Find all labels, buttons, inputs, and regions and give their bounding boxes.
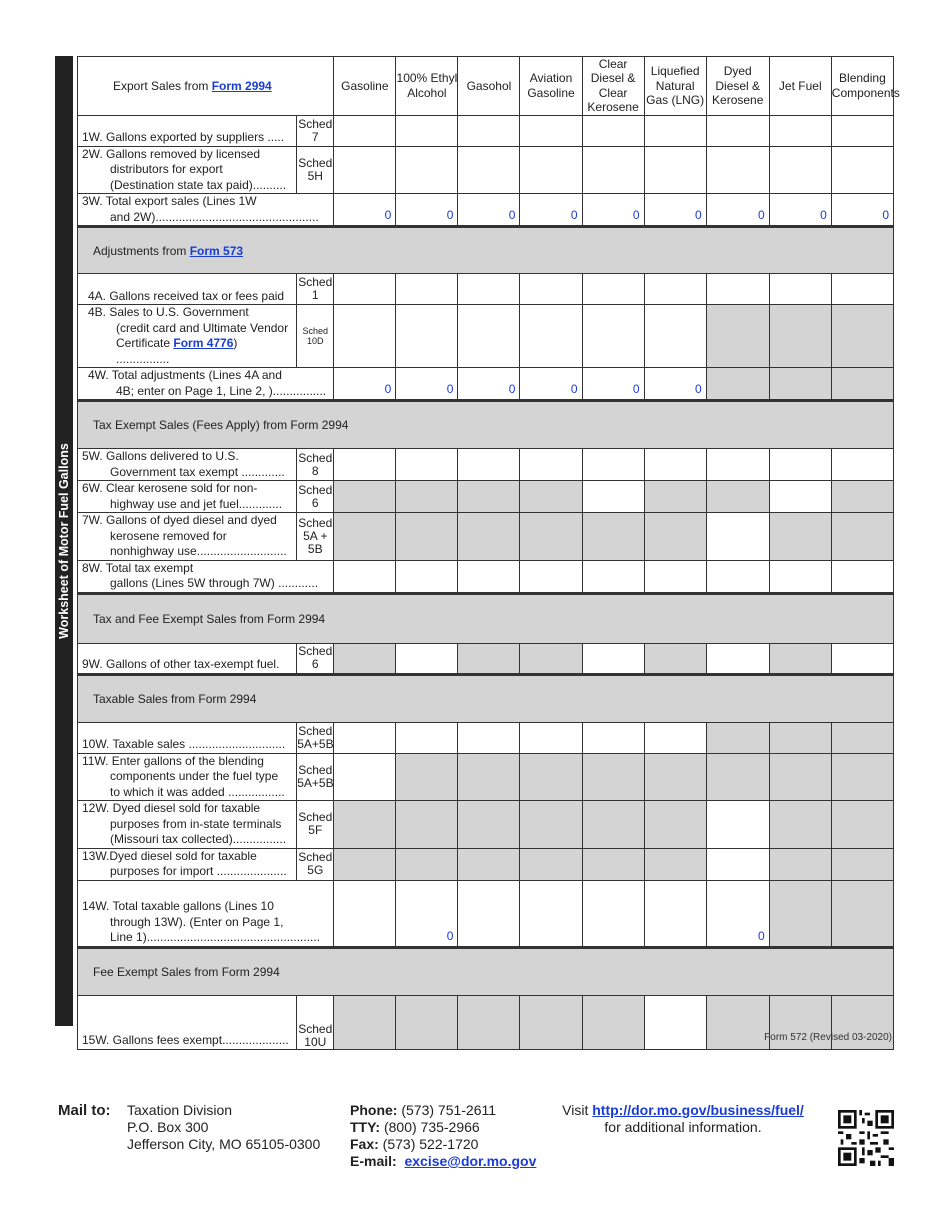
input-14w-gasohol[interactable] <box>458 880 520 947</box>
label-4w-l2: 4B; enter on Page 1, Line 2, )................ <box>116 383 327 398</box>
shaded-12w-lng <box>644 801 706 849</box>
total-4w-ethyl[interactable]: 0 <box>396 368 458 401</box>
input-8w-ethyl[interactable] <box>396 560 458 593</box>
total-4w-gasoline[interactable]: 0 <box>334 368 396 401</box>
input-14w-clear-diesel[interactable] <box>582 880 644 947</box>
total-3w-lng[interactable]: 0 <box>644 194 706 227</box>
label-11w <box>78 753 297 801</box>
input-1w-dyed[interactable] <box>706 115 769 146</box>
total-3w-blending[interactable]: 0 <box>831 194 893 227</box>
input-5w-ethyl[interactable] <box>396 449 458 481</box>
row-6w <box>78 481 894 513</box>
input-9w-ethyl[interactable] <box>396 643 458 674</box>
label-11w-l2: components under the fuel type <box>110 769 279 784</box>
qr-code-icon <box>838 1110 894 1166</box>
input-2w-lng[interactable] <box>644 146 706 194</box>
input-2w-gasohol[interactable] <box>458 146 520 194</box>
shaded-13w-aviation <box>520 848 582 880</box>
row-4a <box>78 274 894 305</box>
shaded-6w-blending <box>831 481 893 513</box>
input-13w-dyed[interactable] <box>706 848 769 880</box>
input-4a-gasoline[interactable] <box>334 274 396 305</box>
input-1w-aviation[interactable] <box>520 115 582 146</box>
total-3w-clear-diesel[interactable]: 0 <box>582 194 644 227</box>
shaded-11w-aviation <box>520 753 582 801</box>
header-row <box>78 57 894 116</box>
label-4b-l1: 4B. Sales to U.S. Government <box>88 305 249 320</box>
shaded-4b-dyed <box>706 305 769 368</box>
input-4b-lng[interactable] <box>644 305 706 368</box>
address-line: Jefferson City, MO 65105-0300 <box>127 1136 321 1152</box>
input-4a-ethyl[interactable] <box>396 274 458 305</box>
total-4w-aviation[interactable]: 0 <box>520 368 582 401</box>
input-14w-aviation[interactable] <box>520 880 582 947</box>
row-5w <box>78 449 894 481</box>
shaded-10w-dyed <box>706 722 769 753</box>
shaded-10w-jet <box>769 722 831 753</box>
label-8w <box>78 560 334 593</box>
shaded-6w-ethyl <box>396 481 458 513</box>
contact-info <box>350 1102 536 1170</box>
input-9w-blending[interactable] <box>831 643 893 674</box>
input-8w-lng[interactable] <box>644 560 706 593</box>
label-7w-l3: nonhighway use........................... <box>110 544 287 559</box>
label-13w-l1: 13W.Dyed diesel sold for taxable <box>82 848 257 863</box>
shaded-14w-blending <box>831 880 893 947</box>
input-7w-dyed[interactable] <box>706 513 769 561</box>
input-5w-lng[interactable] <box>644 449 706 481</box>
tax-exempt-title: Tax Exempt Sales (Fees Apply) from Form 2994 <box>78 401 894 449</box>
input-9w-clear-diesel[interactable] <box>582 643 644 674</box>
col-header-jet-fuel: Jet Fuel <box>769 57 831 116</box>
label-9w: 9W. Gallons of other tax-exempt fuel. <box>78 643 297 674</box>
input-8w-gasoline[interactable] <box>334 560 396 593</box>
label-10w: 10W. Taxable sales ............................. <box>78 722 297 753</box>
input-1w-blending[interactable] <box>831 115 893 146</box>
input-12w-dyed[interactable] <box>706 801 769 849</box>
col-header-clear-diesel: Clear Diesel & Clear Kerosene <box>582 57 644 116</box>
row-10w <box>78 722 894 753</box>
label-2w-l3: (Destination state tax paid).......... <box>110 177 287 192</box>
shaded-4b-jet <box>769 305 831 368</box>
input-10w-ethyl[interactable] <box>396 722 458 753</box>
col-header-dyed-diesel: Dyed Diesel & Kerosene <box>706 57 769 116</box>
input-4b-aviation[interactable] <box>520 305 582 368</box>
input-4a-blending[interactable] <box>831 274 893 305</box>
shaded-9w-lng <box>644 643 706 674</box>
sched-11w: Sched 5A+5B <box>297 753 334 801</box>
label-4b <box>78 305 297 368</box>
shaded-9w-gasoline <box>334 643 396 674</box>
label-13w <box>78 848 297 880</box>
label-12w <box>78 801 297 849</box>
visit-suffix: for additional information. <box>604 1119 762 1135</box>
shaded-6w-gasoline <box>334 481 396 513</box>
shaded-6w-dyed <box>706 481 769 513</box>
tax-fee-exempt-title: Tax and Fee Exempt Sales from Form 2994 <box>78 593 894 643</box>
shaded-14w-jet <box>769 880 831 947</box>
address-line: Taxation Division <box>127 1102 233 1118</box>
input-5w-aviation[interactable] <box>520 449 582 481</box>
label-7w <box>78 513 297 561</box>
section-tax-exempt <box>78 401 894 449</box>
section-taxable <box>78 674 894 722</box>
label-12w-l2: purposes from in-state terminals <box>110 816 282 831</box>
input-4b-ethyl[interactable] <box>396 305 458 368</box>
input-1w-ethyl[interactable] <box>396 115 458 146</box>
input-1w-lng[interactable] <box>644 115 706 146</box>
total-3w-gasoline[interactable]: 0 <box>334 194 396 227</box>
form-revision: Form 572 (Revised 03-2020) <box>764 1032 892 1043</box>
label-14w-l3: Line 1).................................................... <box>110 930 321 945</box>
input-4b-gasoline[interactable] <box>334 305 396 368</box>
label-11w-l1: 11W. Enter gallons of the blending <box>82 753 264 768</box>
shaded-15w-gasohol <box>458 995 520 1049</box>
sched-5w: Sched 8 <box>297 449 334 481</box>
input-2w-aviation[interactable] <box>520 146 582 194</box>
input-4a-clear-diesel[interactable] <box>582 274 644 305</box>
row-8w <box>78 560 894 593</box>
input-9w-dyed[interactable] <box>706 643 769 674</box>
label-3w <box>78 194 334 227</box>
input-2w-gasoline[interactable] <box>334 146 396 194</box>
label-13w-l2: purposes for import ..................... <box>110 864 287 879</box>
sched-7w: Sched 5A + 5B <box>297 513 334 561</box>
sched-10w: Sched 5A+5B <box>297 722 334 753</box>
shaded-12w-ethyl <box>396 801 458 849</box>
label-14w-l1: 14W. Total taxable gallons (Lines 10 <box>82 899 274 914</box>
row-14w <box>78 880 894 947</box>
input-8w-aviation[interactable] <box>520 560 582 593</box>
input-14w-gasoline[interactable] <box>334 880 396 947</box>
sched-13w: Sched 5G <box>297 848 334 880</box>
shaded-13w-blending <box>831 848 893 880</box>
row-3w <box>78 194 894 227</box>
total-3w-jet[interactable]: 0 <box>769 194 831 227</box>
shaded-11w-gasohol <box>458 753 520 801</box>
shaded-15w-aviation <box>520 995 582 1049</box>
col-header-gasoline: Gasoline <box>334 57 396 116</box>
tty-line: TTY: (800) 735-2966 <box>350 1119 480 1135</box>
form-4776-link[interactable]: Form 4776 <box>173 336 234 351</box>
input-14w-lng[interactable] <box>644 880 706 947</box>
shaded-15w-ethyl <box>396 995 458 1049</box>
input-4a-aviation[interactable] <box>520 274 582 305</box>
input-1w-jet[interactable] <box>769 115 831 146</box>
input-11w-gasoline[interactable] <box>334 753 396 801</box>
row-9w <box>78 643 894 674</box>
label-7w-l1: 7W. Gallons of dyed diesel and dyed <box>82 513 277 528</box>
label-5w-l2: Government tax exempt ............. <box>110 464 285 479</box>
shaded-11w-blending <box>831 753 893 801</box>
col-header-lng: Liquefied Natural Gas (LNG) <box>644 57 706 116</box>
shaded-4b-blending <box>831 305 893 368</box>
input-8w-gasohol[interactable] <box>458 560 520 593</box>
fee-exempt-title: Fee Exempt Sales from Form 2994 <box>78 947 894 995</box>
shaded-13w-clear-diesel <box>582 848 644 880</box>
shaded-7w-gasoline <box>334 513 396 561</box>
shaded-7w-clear-diesel <box>582 513 644 561</box>
shaded-13w-jet <box>769 848 831 880</box>
input-2w-jet[interactable] <box>769 146 831 194</box>
shaded-4w-jet <box>769 368 831 401</box>
phone-line: Phone: (573) 751-2611 <box>350 1102 497 1118</box>
input-2w-blending[interactable] <box>831 146 893 194</box>
input-2w-ethyl[interactable] <box>396 146 458 194</box>
label-2w-l2: distributors for export <box>110 162 223 177</box>
sched-1w: Sched 7 <box>297 115 334 146</box>
input-5w-gasohol[interactable] <box>458 449 520 481</box>
col-header-aviation-gasoline: Aviation Gasoline <box>520 57 582 116</box>
shaded-12w-clear-diesel <box>582 801 644 849</box>
form-2994-link[interactable]: Form 2994 <box>211 78 272 93</box>
label-2w <box>78 146 297 194</box>
input-6w-clear-diesel[interactable] <box>582 481 644 513</box>
form-573-link[interactable]: Form 573 <box>189 243 244 258</box>
sched-9w: Sched 6 <box>297 643 334 674</box>
shaded-15w-dyed <box>706 995 769 1049</box>
input-1w-gasohol[interactable] <box>458 115 520 146</box>
shaded-15w-gasoline <box>334 995 396 1049</box>
mail-to-label: Mail to: <box>58 1102 111 1119</box>
input-5w-dyed[interactable] <box>706 449 769 481</box>
input-4a-lng[interactable] <box>644 274 706 305</box>
sched-12w: Sched 5F <box>297 801 334 849</box>
input-6w-jet[interactable] <box>769 481 831 513</box>
shaded-12w-aviation <box>520 801 582 849</box>
label-8w-l1: 8W. Total tax exempt <box>82 560 194 575</box>
fax-line: Fax: (573) 522-1720 <box>350 1136 479 1152</box>
shaded-6w-aviation <box>520 481 582 513</box>
row-2w <box>78 146 894 194</box>
shaded-11w-lng <box>644 753 706 801</box>
email-link[interactable]: excise@dor.mo.gov <box>404 1153 537 1169</box>
export-title: Export Sales from Form 2994 <box>78 57 334 116</box>
shaded-7w-ethyl <box>396 513 458 561</box>
shaded-13w-lng <box>644 848 706 880</box>
col-header-ethyl-alcohol: 100% Ethyl Alcohol <box>396 57 458 116</box>
row-7w <box>78 513 894 561</box>
shaded-13w-ethyl <box>396 848 458 880</box>
sidebar-title: Worksheet of Motor Fuel Gallons <box>57 443 71 639</box>
input-4a-dyed[interactable] <box>706 274 769 305</box>
col-header-blending: Blending Components <box>831 57 893 116</box>
shaded-4w-dyed <box>706 368 769 401</box>
input-8w-clear-diesel[interactable] <box>582 560 644 593</box>
shaded-7w-gasohol <box>458 513 520 561</box>
section-adjustments <box>78 227 894 274</box>
label-3w-l1: 3W. Total export sales (Lines 1W <box>82 194 257 209</box>
shaded-9w-aviation <box>520 643 582 674</box>
total-3w-aviation[interactable]: 0 <box>520 194 582 227</box>
input-15w-lng[interactable] <box>644 995 706 1049</box>
label-3w-l2: and 2W)................................................. <box>110 209 319 224</box>
shaded-7w-lng <box>644 513 706 561</box>
shaded-7w-blending <box>831 513 893 561</box>
total-3w-dyed[interactable]: 0 <box>706 194 769 227</box>
shaded-6w-lng <box>644 481 706 513</box>
shaded-11w-jet <box>769 753 831 801</box>
row-4w <box>78 368 894 401</box>
label-6w <box>78 481 297 513</box>
total-4w-gasohol[interactable]: 0 <box>458 368 520 401</box>
input-4a-jet[interactable] <box>769 274 831 305</box>
total-14w-ethyl[interactable]: 0 <box>396 880 458 947</box>
total-3w-gasohol[interactable]: 0 <box>458 194 520 227</box>
shaded-7w-aviation <box>520 513 582 561</box>
adjustments-title: Adjustments from Form 573 <box>78 227 894 274</box>
input-10w-gasoline[interactable] <box>334 722 396 753</box>
shaded-11w-dyed <box>706 753 769 801</box>
shaded-9w-gasohol <box>458 643 520 674</box>
shaded-12w-blending <box>831 801 893 849</box>
input-8w-blending[interactable] <box>831 560 893 593</box>
input-1w-gasoline[interactable] <box>334 115 396 146</box>
label-15w: 15W. Gallons fees exempt.................... <box>78 995 297 1049</box>
input-2w-clear-diesel[interactable] <box>582 146 644 194</box>
shaded-13w-gasohol <box>458 848 520 880</box>
input-10w-clear-diesel[interactable] <box>582 722 644 753</box>
label-4w-l1: 4W. Total adjustments (Lines 4A and <box>88 368 282 383</box>
label-12w-l3: (Missouri tax collected)................ <box>110 832 287 847</box>
label-4b-l2: (credit card and Ultimate Vendor <box>116 320 289 335</box>
taxable-title: Taxable Sales from Form 2994 <box>78 674 894 722</box>
section-fee-exempt <box>78 947 894 995</box>
visit-info: Visit http://dor.mo.gov/business/fuel/ for additional information. <box>553 1102 813 1136</box>
shaded-7w-jet <box>769 513 831 561</box>
worksheet-table <box>77 56 900 1050</box>
input-5w-clear-diesel[interactable] <box>582 449 644 481</box>
shaded-4w-blending <box>831 368 893 401</box>
label-1w: 1W. Gallons exported by suppliers ..... <box>78 115 297 146</box>
section-tax-fee-exempt <box>78 593 894 643</box>
label-6w-l2: highway use and jet fuel............. <box>110 496 283 511</box>
mail-address <box>127 1102 320 1153</box>
col-header-gasohol: Gasohol <box>458 57 520 116</box>
fuel-website-link[interactable]: http://dor.mo.gov/business/fuel/ <box>592 1102 804 1118</box>
total-3w-ethyl[interactable]: 0 <box>396 194 458 227</box>
row-4b <box>78 305 894 368</box>
sched-2w: Sched 5H <box>297 146 334 194</box>
input-4a-gasohol[interactable] <box>458 274 520 305</box>
sched-6w: Sched 6 <box>297 481 334 513</box>
input-5w-gasoline[interactable] <box>334 449 396 481</box>
input-10w-gasohol[interactable] <box>458 722 520 753</box>
input-5w-jet[interactable] <box>769 449 831 481</box>
label-14w <box>78 880 334 947</box>
row-12w <box>78 801 894 849</box>
row-11w <box>78 753 894 801</box>
shaded-10w-blending <box>831 722 893 753</box>
shaded-13w-gasoline <box>334 848 396 880</box>
input-4b-gasohol[interactable] <box>458 305 520 368</box>
total-4w-lng[interactable]: 0 <box>644 368 706 401</box>
label-14w-l2: through 13W). (Enter on Page 1, <box>110 914 284 929</box>
sched-4a: Sched 1 <box>297 274 334 305</box>
input-8w-dyed[interactable] <box>706 560 769 593</box>
label-4w <box>78 368 334 401</box>
label-4a: 4A. Gallons received tax or fees paid <box>78 274 297 305</box>
input-4b-clear-diesel[interactable] <box>582 305 644 368</box>
shaded-11w-ethyl <box>396 753 458 801</box>
label-7w-l2: kerosene removed for <box>110 528 227 543</box>
shaded-12w-jet <box>769 801 831 849</box>
label-5w-l1: 5W. Gallons delivered to U.S. <box>82 449 239 464</box>
label-5w <box>78 449 297 481</box>
input-8w-jet[interactable] <box>769 560 831 593</box>
input-1w-clear-diesel[interactable] <box>582 115 644 146</box>
label-12w-l1: 12W. Dyed diesel sold for taxable <box>82 801 261 816</box>
shaded-12w-gasoline <box>334 801 396 849</box>
shaded-11w-clear-diesel <box>582 753 644 801</box>
input-2w-dyed[interactable] <box>706 146 769 194</box>
row-1w <box>78 115 894 146</box>
total-14w-dyed[interactable]: 0 <box>706 880 769 947</box>
label-6w-l1: 6W. Clear kerosene sold for non- <box>82 481 258 496</box>
sched-15w: Sched 10U <box>297 995 334 1049</box>
email-line: E-mail: excise@dor.mo.gov <box>350 1153 537 1169</box>
label-2w-l1: 2W. Gallons removed by licensed <box>82 146 261 161</box>
input-10w-aviation[interactable] <box>520 722 582 753</box>
shaded-9w-jet <box>769 643 831 674</box>
input-10w-lng[interactable] <box>644 722 706 753</box>
address-line: P.O. Box 300 <box>127 1119 209 1135</box>
total-4w-clear-diesel[interactable]: 0 <box>582 368 644 401</box>
sched-4b: Sched 10D <box>297 305 334 368</box>
shaded-15w-clear-diesel <box>582 995 644 1049</box>
shaded-6w-gasohol <box>458 481 520 513</box>
label-8w-l2: gallons (Lines 5W through 7W) ............ <box>110 576 319 591</box>
shaded-12w-gasohol <box>458 801 520 849</box>
input-5w-blending[interactable] <box>831 449 893 481</box>
label-11w-l3: to which it was added ................. <box>110 784 285 799</box>
row-13w <box>78 848 894 880</box>
label-4b-l3: Certificate Form 4776) ................ <box>116 336 238 366</box>
